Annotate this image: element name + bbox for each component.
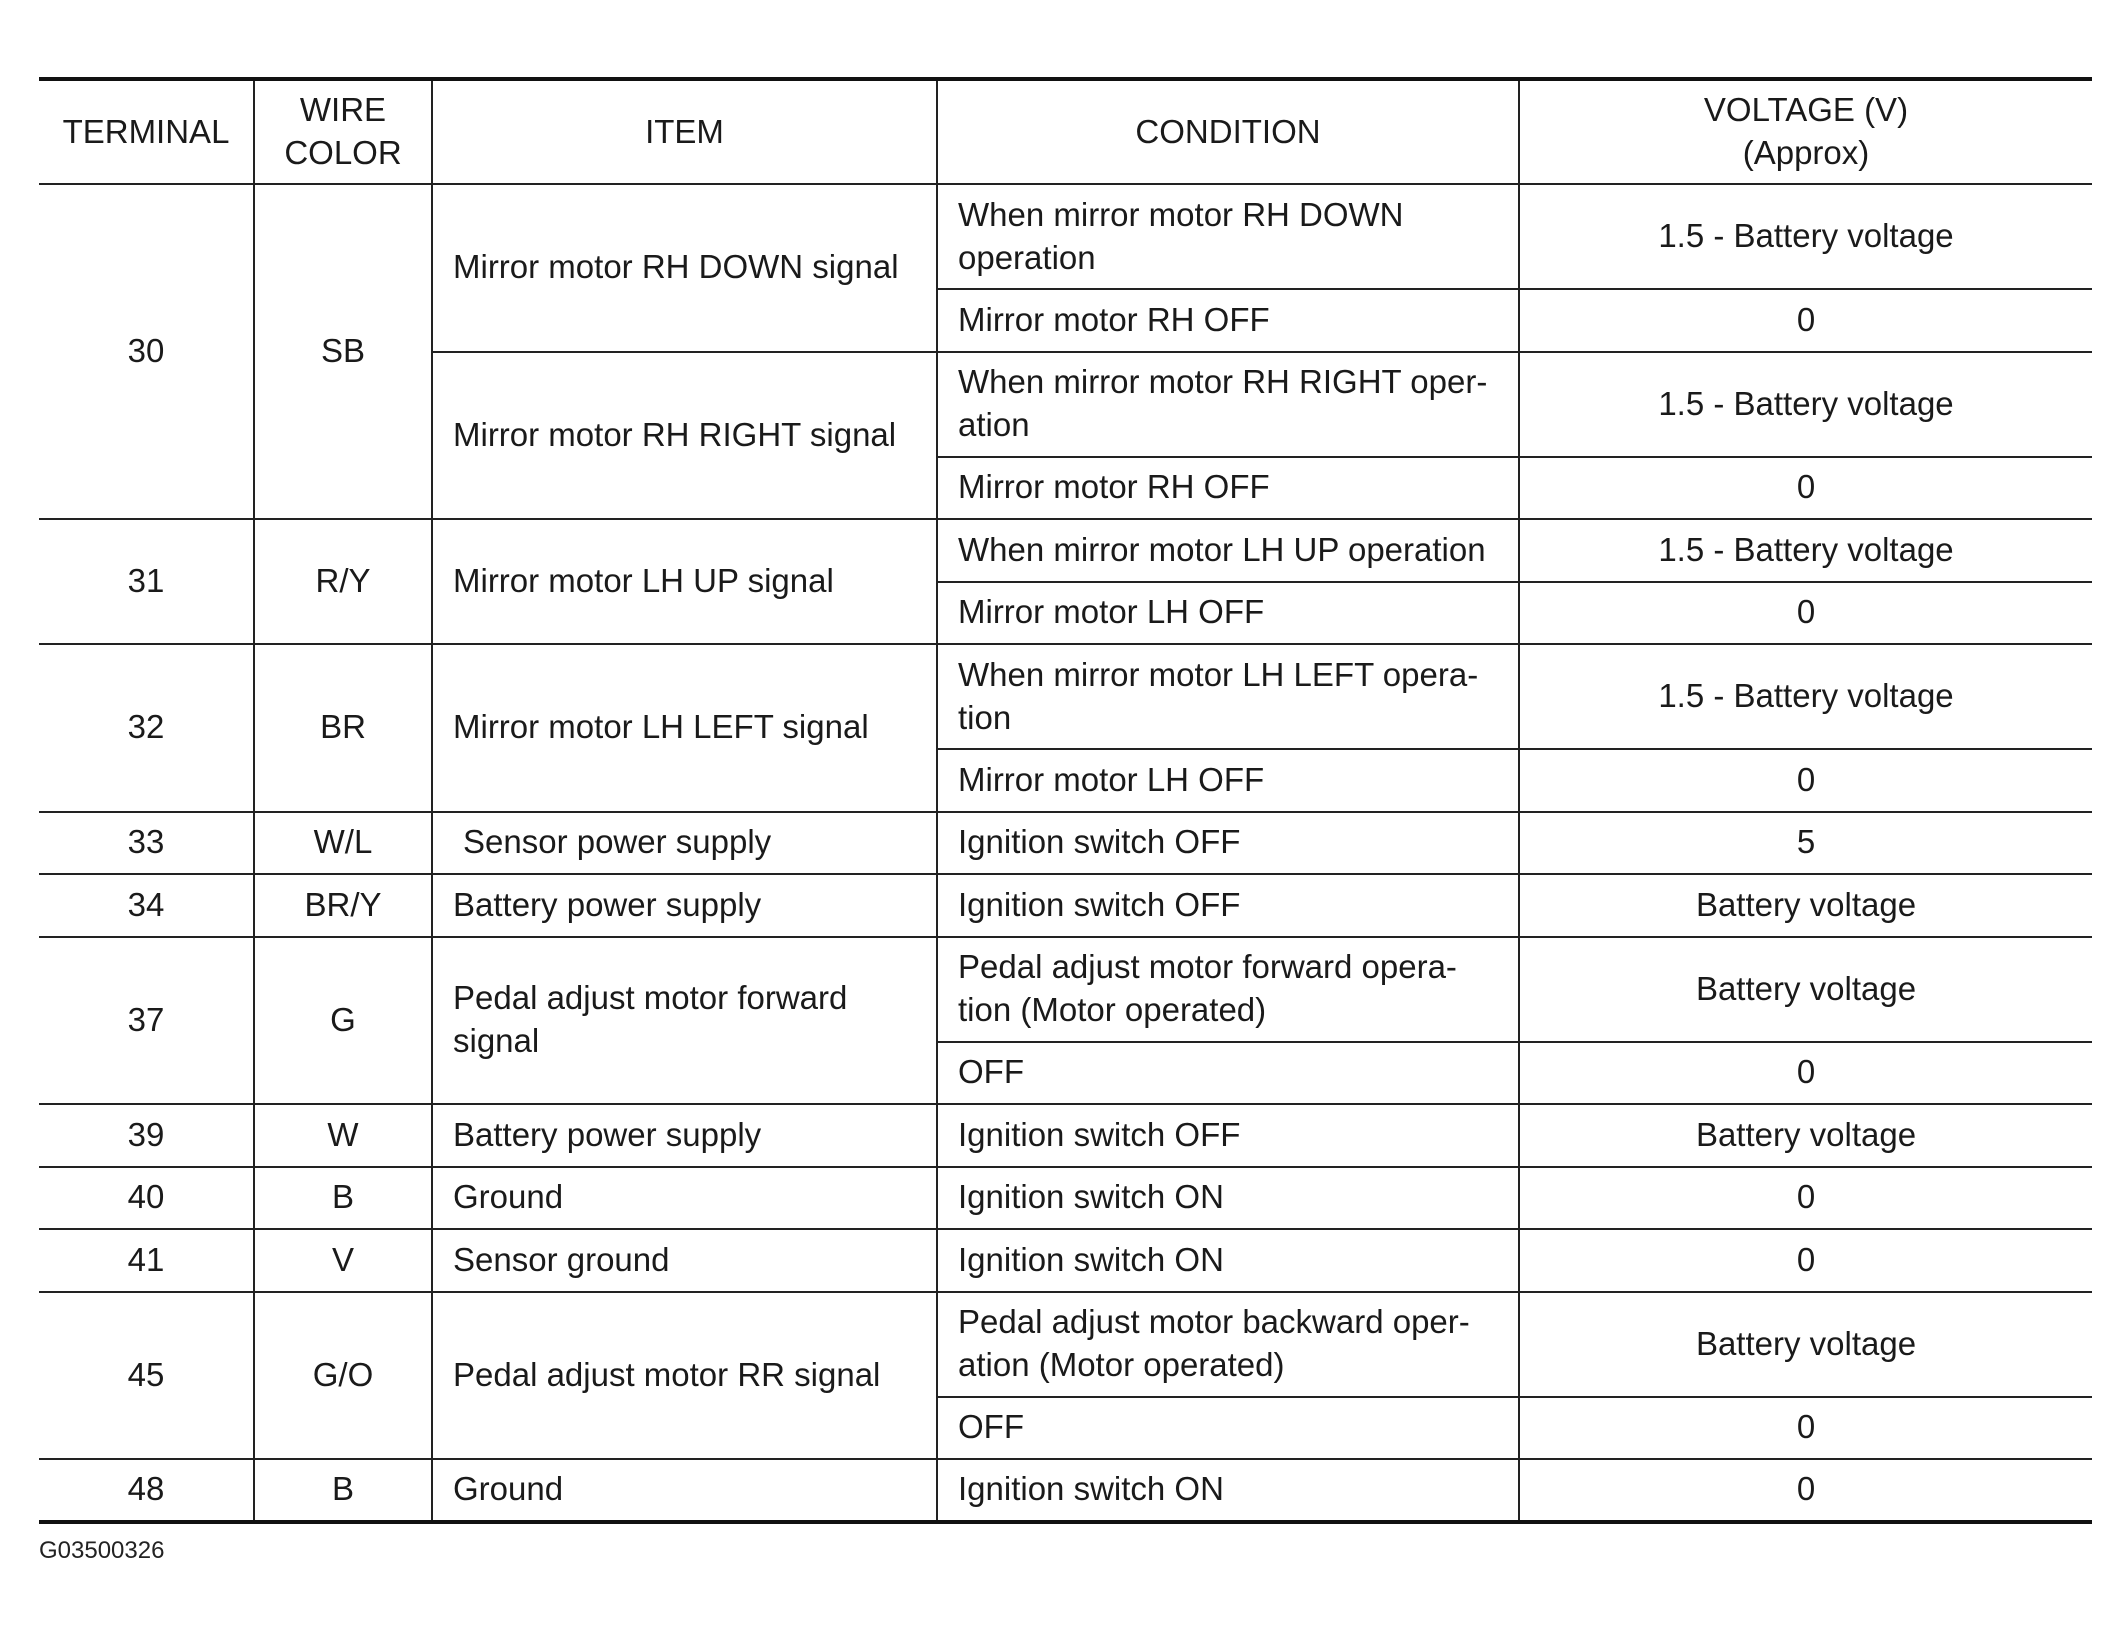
voltage-cell: 5 xyxy=(1519,812,2092,875)
condition-cell: Ignition switch OFF xyxy=(937,812,1519,875)
condition-cell: When mirror motor LH UP operation xyxy=(937,519,1519,582)
condition-cell: When mirror motor RH DOWN operation xyxy=(937,184,1519,289)
voltage-cell: 1.5 - Battery voltage xyxy=(1519,644,2092,749)
item-cell: Mirror motor RH RIGHT signal xyxy=(432,352,937,520)
voltage-cell: 0 xyxy=(1519,1459,2092,1522)
voltage-cell: 1.5 - Battery voltage xyxy=(1519,519,2092,582)
voltage-cell: Battery voltage xyxy=(1519,937,2092,1042)
item-cell: Sensor power supply xyxy=(432,812,937,875)
table-row xyxy=(39,1229,2092,1292)
item-cell: Mirror motor LH UP signal xyxy=(432,519,937,644)
condition-cell: When mirror motor LH LEFT opera- tion xyxy=(937,644,1519,749)
terminal-cell: 41 xyxy=(39,1229,254,1292)
table-row xyxy=(39,937,2092,1042)
condition-cell: Ignition switch ON xyxy=(937,1229,1519,1292)
wire-color-cell: V xyxy=(254,1229,432,1292)
table-row xyxy=(39,184,2092,289)
item-cell: Mirror motor RH DOWN signal xyxy=(432,184,937,352)
terminal-cell: 39 xyxy=(39,1104,254,1167)
item-cell: Ground xyxy=(432,1459,937,1522)
voltage-cell: Battery voltage xyxy=(1519,1104,2092,1167)
header-condition: CONDITION xyxy=(937,79,1519,184)
condition-cell: Ignition switch ON xyxy=(937,1459,1519,1522)
terminal-cell: 32 xyxy=(39,644,254,812)
terminal-cell: 37 xyxy=(39,937,254,1105)
item-cell: Mirror motor LH LEFT signal xyxy=(432,644,937,812)
item-cell: Ground xyxy=(432,1167,937,1230)
wire-color-cell: G xyxy=(254,937,432,1105)
condition-cell: Mirror motor RH OFF xyxy=(937,289,1519,352)
terminal-cell: 33 xyxy=(39,812,254,875)
wire-color-cell: G/O xyxy=(254,1292,432,1460)
item-cell: Sensor ground xyxy=(432,1229,937,1292)
wire-color-cell: W/L xyxy=(254,812,432,875)
terminal-cell: 40 xyxy=(39,1167,254,1230)
voltage-cell: Battery voltage xyxy=(1519,874,2092,937)
condition-cell: Pedal adjust motor forward opera- tion (Motor operated) xyxy=(937,937,1519,1042)
wire-color-cell: SB xyxy=(254,184,432,519)
header-wire-color: WIRE COLOR xyxy=(254,79,432,184)
terminal-cell: 34 xyxy=(39,874,254,937)
voltage-cell: 0 xyxy=(1519,1229,2092,1292)
table-row xyxy=(39,1104,2092,1167)
condition-cell: Mirror motor LH OFF xyxy=(937,582,1519,645)
condition-cell: Ignition switch OFF xyxy=(937,1104,1519,1167)
item-cell: Pedal adjust motor forward signal xyxy=(432,937,937,1105)
condition-cell: OFF xyxy=(937,1397,1519,1460)
header-item: ITEM xyxy=(432,79,937,184)
table-row xyxy=(39,644,2092,749)
wire-color-cell: BR xyxy=(254,644,432,812)
terminal-cell: 31 xyxy=(39,519,254,644)
table-row xyxy=(39,519,2092,582)
condition-cell: Pedal adjust motor backward oper- ation (Motor operated) xyxy=(937,1292,1519,1397)
wire-color-cell: R/Y xyxy=(254,519,432,644)
terminal-cell: 48 xyxy=(39,1459,254,1522)
voltage-cell: 0 xyxy=(1519,289,2092,352)
wire-color-cell: W xyxy=(254,1104,432,1167)
figure-code: G03500326 xyxy=(39,1537,165,1564)
wire-color-cell: B xyxy=(254,1167,432,1230)
header-terminal: TERMINAL xyxy=(39,79,254,184)
voltage-cell: Battery voltage xyxy=(1519,1292,2092,1397)
wire-color-cell: B xyxy=(254,1459,432,1522)
condition-cell: Ignition switch ON xyxy=(937,1167,1519,1230)
voltage-cell: 0 xyxy=(1519,1167,2092,1230)
item-cell: Pedal adjust motor RR signal xyxy=(432,1292,937,1460)
voltage-cell: 0 xyxy=(1519,457,2092,520)
voltage-cell: 0 xyxy=(1519,749,2092,812)
voltage-cell: 1.5 - Battery voltage xyxy=(1519,352,2092,457)
table-row xyxy=(39,1292,2092,1397)
voltage-cell: 0 xyxy=(1519,1042,2092,1105)
condition-cell: Ignition switch OFF xyxy=(937,874,1519,937)
voltage-cell: 0 xyxy=(1519,1397,2092,1460)
terminal-cell: 30 xyxy=(39,184,254,519)
table-row xyxy=(39,1459,2092,1522)
item-cell: Battery power supply xyxy=(432,1104,937,1167)
table-row xyxy=(39,874,2092,937)
table-row xyxy=(39,1167,2092,1230)
item-cell: Battery power supply xyxy=(432,874,937,937)
table-header-row xyxy=(39,79,2092,184)
condition-cell: When mirror motor RH RIGHT oper- ation xyxy=(937,352,1519,457)
condition-cell: Mirror motor LH OFF xyxy=(937,749,1519,812)
voltage-cell: 1.5 - Battery voltage xyxy=(1519,184,2092,289)
header-voltage: VOLTAGE (V) (Approx) xyxy=(1519,79,2092,184)
voltage-cell: 0 xyxy=(1519,582,2092,645)
table-row xyxy=(39,812,2092,875)
wire-color-cell: BR/Y xyxy=(254,874,432,937)
condition-cell: Mirror motor RH OFF xyxy=(937,457,1519,520)
terminal-cell: 45 xyxy=(39,1292,254,1460)
condition-cell: OFF xyxy=(937,1042,1519,1105)
terminal-inspection-table xyxy=(39,77,2092,1524)
